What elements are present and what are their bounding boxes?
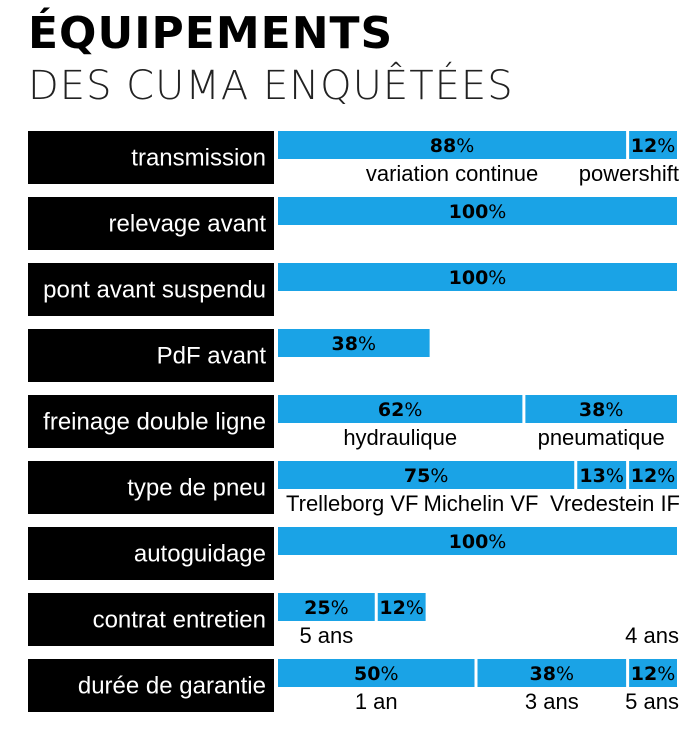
row-label: PdF avant (156, 342, 266, 370)
row-label: freinage double ligne (43, 408, 266, 436)
segment-category-label: 5 ans (299, 623, 354, 648)
row-label: transmission (131, 144, 266, 172)
row-label: durée de garantie (77, 672, 266, 700)
bar-value-label: 100% (448, 201, 507, 223)
segment-category-label: 1 an (354, 689, 398, 714)
bar-value-label: 38% (331, 333, 377, 355)
segment-category-label: 4 ans (625, 623, 679, 648)
bar-value-label: 12% (630, 465, 676, 487)
row-label: type de pneu (127, 474, 266, 502)
chart-subtitle: DES CUMA ENQUÊTÉES (28, 63, 514, 109)
bar-value-label: 12% (379, 597, 424, 619)
segment-category-label: 3 ans (524, 689, 579, 714)
segment-category-label: Michelin VF (423, 491, 539, 516)
bar-value-label: 88% (429, 135, 475, 157)
bar-value-label: 75% (403, 465, 449, 487)
bar-value-label: 38% (578, 399, 624, 421)
bar-value-label: 25% (304, 597, 349, 619)
segment-category-label: variation continue (365, 161, 539, 186)
bar-value-label: 12% (630, 663, 676, 685)
row-label: pont avant suspendu (43, 276, 266, 304)
bar-value-label: 50% (353, 663, 399, 685)
chart-title: ÉQUIPEMENTS (28, 8, 394, 59)
row-label: contrat entretien (92, 606, 266, 634)
segment-category-label: pneumatique (537, 425, 665, 450)
bar-value-label: 100% (448, 267, 507, 289)
segment-category-label: 5 ans (625, 689, 679, 714)
bar-value-label: 100% (448, 531, 507, 553)
segment-category-label: hydraulique (343, 425, 458, 450)
segment-category-label: Trelleborg VF (286, 491, 419, 516)
bar-value-label: 62% (377, 399, 423, 421)
segment-category-label: Vredestein IF (549, 491, 680, 516)
row-label: relevage avant (108, 210, 266, 238)
row-label: autoguidage (133, 540, 266, 568)
bar-value-label: 13% (579, 465, 624, 487)
bar-value-label: 12% (630, 135, 676, 157)
bar-value-label: 38% (529, 663, 575, 685)
segment-category-label: powershift (578, 161, 679, 186)
